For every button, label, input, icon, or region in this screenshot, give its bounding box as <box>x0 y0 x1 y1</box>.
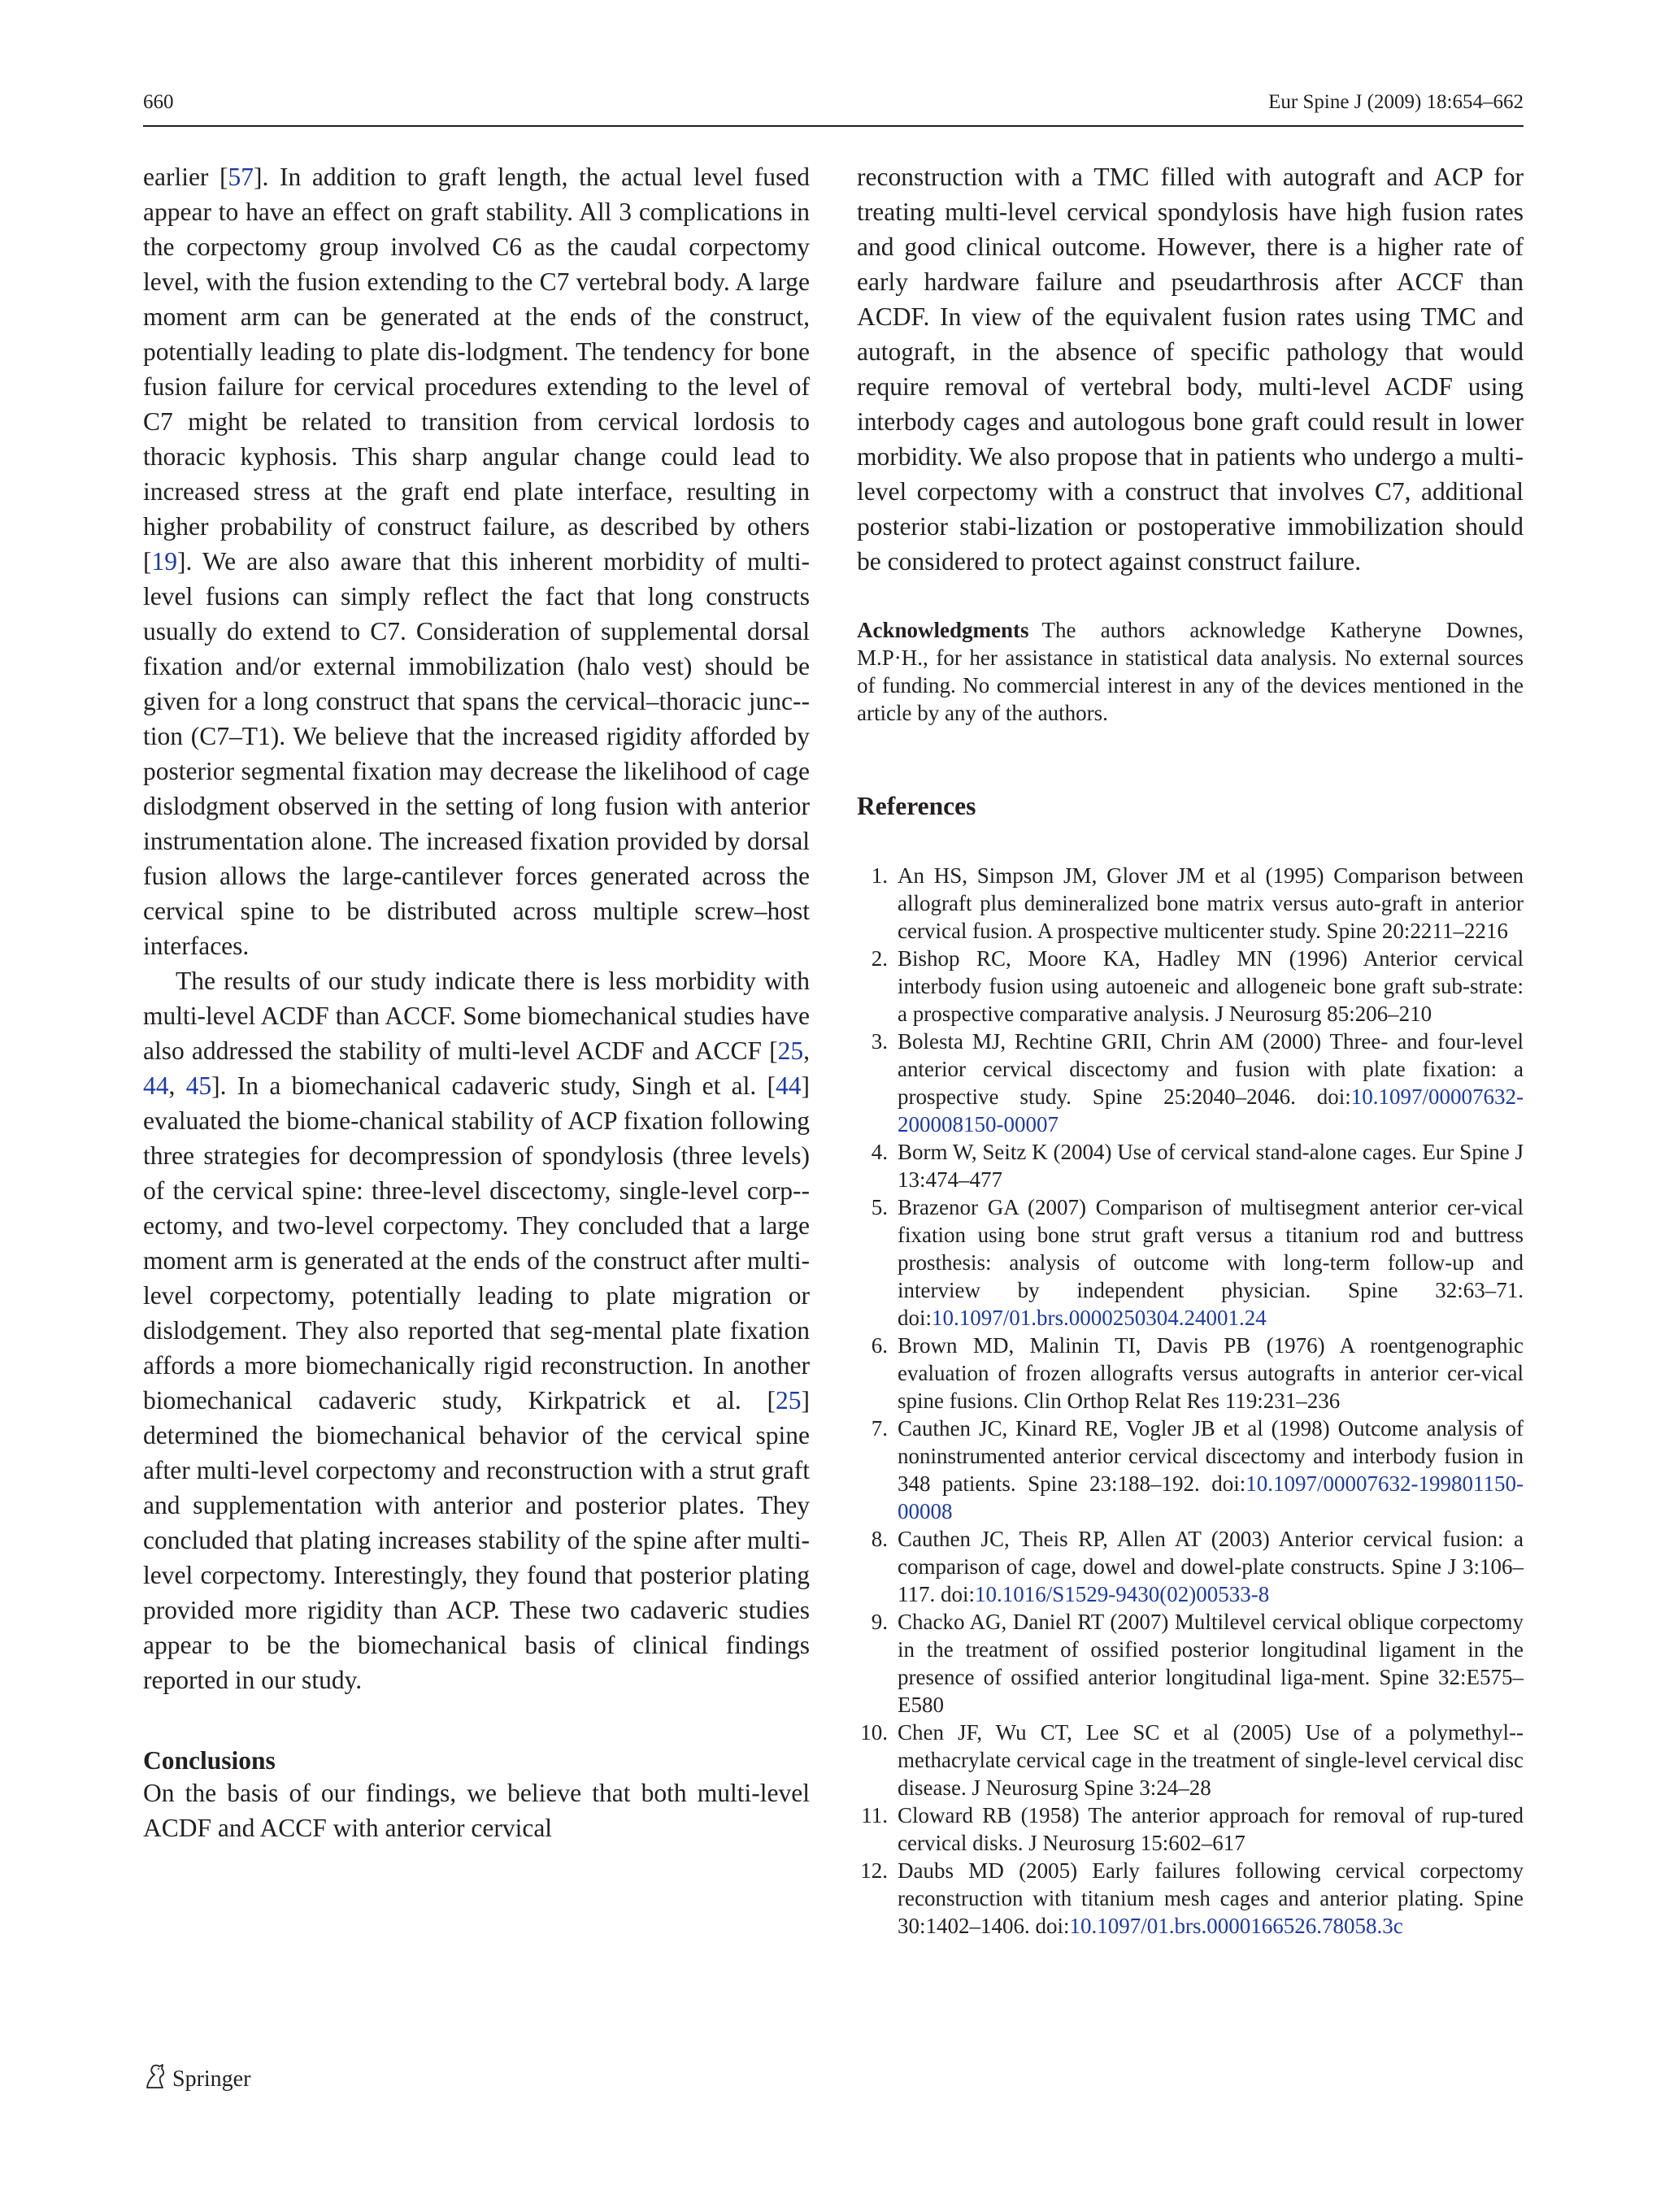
page-number: 660 <box>143 91 174 113</box>
reference-text: Daubs MD (2005) Early failures following cervical corpectomy reconstruction with titanium mesh cages and anterior plating. Spine 30:1402–1406. doi: <box>898 1858 1524 1938</box>
citation-link[interactable]: 25 <box>777 1036 804 1065</box>
reference-item <box>857 1608 1524 1719</box>
reference-number: 9. <box>871 1610 888 1634</box>
paragraph-conclusions-continued: reconstruction with a TMC filled with autograft and ACP for treating multi-level cervical spondylosis have high fusion rates and good clinical outcome. However, there is a higher rate of early hardware failure and pseudarthrosis after ACCF than ACDF. In view of the equivalent fusion rates using TMC and autograft, in the absence of specific pathology that would require removal of vertebral body, multi-level ACDF using interbody cages and autologous bone graft could result in lower morbidity. We also propose that in patients who undergo a multi-level corpectomy with a construct that involves C7, additional posterior stabi-lization or postoperative immobilization should be considered to protect against construct failure. <box>857 163 1524 576</box>
reference-number: 1. <box>871 863 888 888</box>
reference-text: Cauthen JC, Kinard RE, Vogler JB et al (1998) Outcome analysis of noninstrumented anterior cervical discectomy and interbody fusion in 348 patients. Spine 23:188–192. doi: <box>898 1416 1524 1496</box>
doi-link[interactable]: 10.1016/S1529-9430(02)00533-8 <box>975 1582 1270 1606</box>
reference-text: Cauthen JC, Theis RP, Allen AT (2003) Anterior cervical fusion: a comparison of cage, dowel and dowel-plate constructs. Spine J 3:106–117. doi: <box>898 1527 1524 1606</box>
reference-item <box>857 945 1524 1028</box>
reference-text: An HS, Simpson JM, Glover JM et al (1995) Comparison between allograft plus demineralized bone matrix versus auto-graft in anterior cervical fusion. A prospective multicenter study. Spine 20:2211–2216 <box>898 863 1524 943</box>
reference-item <box>857 1415 1524 1525</box>
text-run: ] determined the biomechanical behavior of the cervical spine after multi-level corpectomy and reconstruction with a strut graft and supplementation with anterior and posterior plates. They concluded that plating increases stability of the spine after multi-level corpectomy. Interestingly, they found that posterior plating provided more rigidity than ACP. These two cadaveric studies appear to be the biomechanical basis of clinical findings reported in our study. <box>143 1386 810 1694</box>
reference-number: 2. <box>871 946 888 971</box>
citation-link[interactable]: 57 <box>228 163 254 191</box>
text-run: ]. In a biomechanical cadaveric study, Singh et al. [ <box>211 1071 776 1100</box>
running-header <box>143 88 1524 127</box>
citation-link[interactable]: 44 <box>776 1071 802 1100</box>
footer <box>143 2063 250 2096</box>
reference-number: 7. <box>871 1416 888 1441</box>
reference-text: Borm W, Seitz K (2004) Use of cervical stand-alone cages. Eur Spine J 13:474–477 <box>898 1140 1524 1192</box>
right-column <box>857 159 1524 1940</box>
text-run: The results of our study indicate there is less morbidity with multi-level ACDF than ACCF. Some biomechanical studies have also addressed the stability of multi-level ACDF and ACCF [ <box>143 967 810 1065</box>
doi-link[interactable]: 10.1097/01.brs.0000250304.24001.24 <box>932 1306 1267 1330</box>
reference-item <box>857 1719 1524 1801</box>
reference-number: 10. <box>860 1720 888 1745</box>
reference-text: Chen JF, Wu CT, Lee SC et al (2005) Use of a polymethyl-methacrylate cervical cage in the treatment of single-level cervical disc disease. J Neurosurg Spine 3:24–28 <box>898 1720 1524 1800</box>
reference-item <box>857 1193 1524 1332</box>
reference-item <box>857 1332 1524 1415</box>
reference-item <box>857 862 1524 945</box>
text-run: earlier [ <box>143 163 228 191</box>
acknowledgments <box>857 616 1524 727</box>
references-heading: References <box>857 792 976 820</box>
doi-link[interactable]: 10.1097/01.brs.0000166526.78058.3c <box>1069 1914 1403 1938</box>
publisher-name: Springer <box>172 2066 251 2092</box>
reference-number: 8. <box>871 1527 888 1551</box>
reference-number: 12. <box>860 1858 888 1883</box>
citation-link[interactable]: 25 <box>776 1386 802 1415</box>
citation-link[interactable]: 45 <box>185 1071 212 1100</box>
reference-text: Chacko AG, Daniel RT (2007) Multilevel cervical oblique corpectomy in the treatment of ossified posterior longitudinal ligament in the presence of ossified anterior longitudinal liga-ment. Spine 32:E575–E580 <box>898 1610 1524 1717</box>
reference-text: Bolesta MJ, Rechtine GRII, Chrin AM (2000) Three- and four-level anterior cervical discectomy and fusion with plate fixation: a prospective study. Spine 25:2040–2046. doi: <box>898 1029 1524 1109</box>
reference-item <box>857 1138 1524 1193</box>
reference-text: Brown MD, Malinin TI, Davis PB (1976) A roentgenographic evaluation of frozen allografts versus autografts in anterior cer-vical spine fusions. Clin Orthop Relat Res 119:231–236 <box>898 1333 1524 1413</box>
text-run: ]. In addition to graft length, the actual level fused appear to have an effect on graft stability. All 3 complications in the corpectomy group involved C6 as the caudal corpectomy level, with the fusion extending to the C7 vertebral body. A large moment arm can be generated at the ends of the construct, potentially leading to plate dis-lodgment. The tendency for bone fusion failure for cervical procedures extending to the level of C7 might be related to transition from cervical lordosis to thoracic kyphosis. This sharp angular change could lead to increased stress at the graft end plate interface, resulting in higher probability of construct failure, as described by others [ <box>143 163 810 576</box>
reference-text: Bishop RC, Moore KA, Hadley MN (1996) Anterior cervical interbody fusion using autoeneic and allogeneic bone graft sub-strate: a prospective comparative analysis. J Neurosurg 85:206–210 <box>898 946 1524 1026</box>
paragraph-biomechanical-studies <box>143 963 810 1697</box>
reference-text: Cloward RB (1958) The anterior approach for removal of rup-tured cervical disks. J Neurosurg 15:602–617 <box>898 1803 1524 1855</box>
citation-link[interactable]: 44 <box>143 1071 169 1100</box>
reference-item <box>857 1857 1524 1940</box>
text-run: ] evaluated the biome-chanical stability of ACP fixation following three strategies for decompression of spondylosis (three levels) of the cervical spine: three-level discectomy, single-level corp-ectomy, and two-level corpectomy. They concluded that a large moment arm is generated at the ends of the construct after multi-level corpectomy, potentially leading to plate migration or dislodgement. They also reported that seg-mental plate fixation affords a more biomechanically rigid reconstruction. In another biomechanical cadaveric study, Kirkpatrick et al. [ <box>143 1071 810 1415</box>
doi-link[interactable]: 10.1097/00007632-200008150-00007 <box>898 1084 1524 1136</box>
reference-item <box>857 1801 1524 1857</box>
reference-number: 6. <box>871 1333 888 1358</box>
springer-horse-icon <box>143 2063 167 2096</box>
reference-number: 5. <box>871 1195 888 1219</box>
citation-link[interactable]: 19 <box>151 547 177 576</box>
acknowledgments-text: The authors acknowledge Katheryne Downes, M.P·H., for her assistance in statistical data analysis. No external sources of funding. No commercial interest in any of the devices mentioned in the article by any of the authors. <box>857 618 1524 725</box>
reference-list <box>857 862 1524 1940</box>
text-run: , <box>168 1071 186 1100</box>
doi-link[interactable]: 10.1097/00007632-199801150-00008 <box>898 1471 1524 1523</box>
paragraph-graft-stability <box>143 159 810 963</box>
reference-item <box>857 1028 1524 1138</box>
reference-item <box>857 1525 1524 1608</box>
paragraph-conclusions: On the basis of our findings, we believe that both multi-level ACDF and ACCF with anterior cervical <box>143 1779 810 1842</box>
text-run: ]. We are also aware that this inherent morbidity of multi-level fusions can simply reflect the fact that long constructs usually do extend to C7. Consideration of supplemental dorsal fixation and/or external immobilization (halo vest) should be given for a long construct that spans the cervical–thoracic junc-tion (C7–T1). We believe that the increased rigidity afforded by posterior segmental fixation may decrease the likelihood of cage dislodgment observed in the setting of long fusion with anterior instrumentation alone. The increased fixation provided by dorsal fusion allows the large-cantilever forces generated across the cervical spine to be distributed across multiple screw–host interfaces. <box>143 547 810 960</box>
conclusions-heading: Conclusions <box>143 1746 276 1775</box>
reference-number: 3. <box>871 1029 888 1054</box>
left-column <box>143 159 810 1845</box>
reference-number: 11. <box>861 1803 888 1827</box>
journal-reference: Eur Spine J (2009) 18:654–662 <box>1268 91 1524 113</box>
text-run: , <box>803 1036 810 1065</box>
reference-number: 4. <box>871 1140 888 1164</box>
acknowledgments-heading: Acknowledgments <box>857 618 1029 642</box>
reference-text: Brazenor GA (2007) Comparison of multisegment anterior cer-vical fixation using bone strut graft versus a titanium rod and buttress prosthesis: analysis of outcome with long-term follow-up and interview by independent physician. Spine 32:63–71. doi: <box>898 1195 1524 1330</box>
